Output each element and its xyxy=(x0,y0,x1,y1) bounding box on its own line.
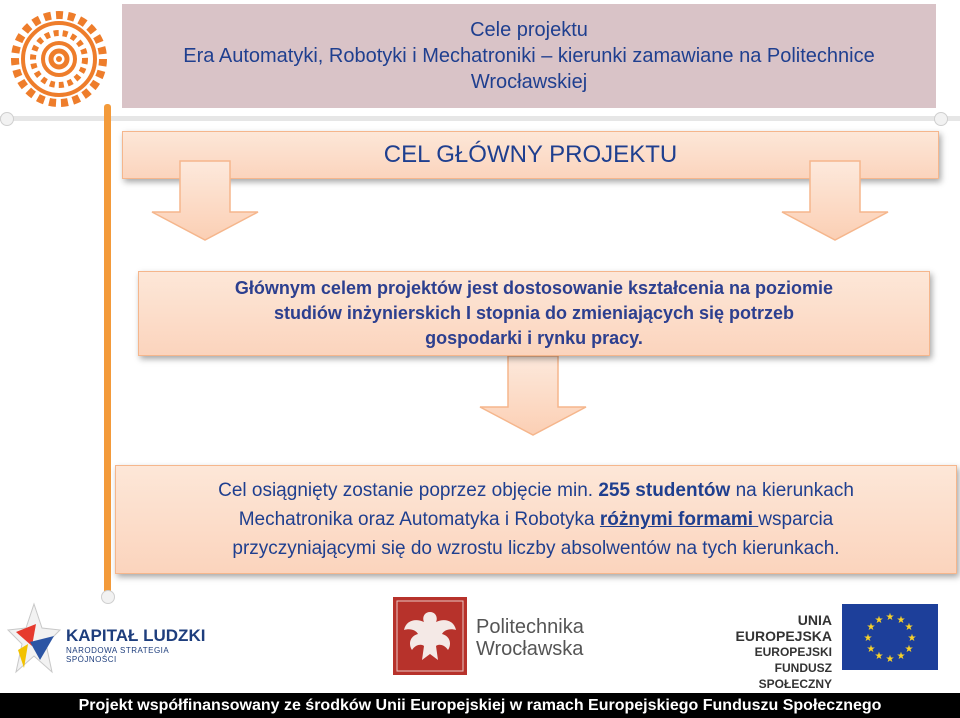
result-line-2-text: Mechatronika oraz Automatyka i Robotyka xyxy=(238,509,600,530)
svg-text:★: ★ xyxy=(874,615,884,626)
header-banner xyxy=(122,4,936,108)
result-line-1-tail: na kierunkach xyxy=(730,480,854,501)
svg-text:★: ★ xyxy=(866,644,876,655)
result-line-1 xyxy=(116,476,956,505)
svg-text:★: ★ xyxy=(866,622,876,633)
unia-europejska-logo xyxy=(700,604,940,691)
goal-line-2: studiów inżynierskich I stopnia do zmieniających się potrzeb xyxy=(273,303,795,323)
footer-bar xyxy=(0,693,960,718)
result-line-2 xyxy=(116,505,956,534)
header-subtitle-line2: Wrocławskiej xyxy=(470,71,588,93)
svg-text:★: ★ xyxy=(874,651,884,662)
result-line-1-text: Cel osiągnięty zostanie poprzez objęcie min. xyxy=(218,480,599,501)
result-line-2-tail: wsparcia xyxy=(758,509,834,530)
horizontal-divider xyxy=(0,116,960,121)
politechnika-name-line1: Politechnika xyxy=(476,616,584,638)
svg-text:★: ★ xyxy=(885,654,895,665)
result-line-3: przyczyniającymi się do wzrostu liczby absolwentów na tych kierunkach. xyxy=(232,538,840,559)
header-title: Cele projektu xyxy=(470,19,588,41)
kapital-ludzki-star-icon xyxy=(6,602,62,678)
svg-text:★: ★ xyxy=(863,633,873,644)
svg-text:★: ★ xyxy=(904,644,914,655)
ue-subtitle-2: FUNDUSZ SPOŁECZNY xyxy=(758,661,832,691)
kapital-ludzki-subtitle: NARODOWA STRATEGIA SPÓJNOŚCI xyxy=(66,646,169,664)
students-count: 255 studentów xyxy=(598,480,731,501)
eu-flag-icon xyxy=(842,604,938,670)
header-subtitle-line1: Era Automatyki, Robotyki i Mechatroniki – kierunki zamawiane na Politechnice xyxy=(183,45,875,67)
result-description-box xyxy=(115,465,957,574)
divider-bulb-right xyxy=(934,112,948,126)
eagle-emblem-icon xyxy=(392,596,468,676)
vertical-divider xyxy=(104,104,111,598)
politechnika-wroclawska-logo xyxy=(392,596,592,676)
kapital-ludzki-title: KAPITAŁ LUDZKI xyxy=(66,626,206,645)
ue-title: UNIA EUROPEJSKA xyxy=(735,612,832,644)
footer-text: Projekt współfinansowany ze środków Unii Europejskiej w ramach Europejskiego Funduszu Społecznego xyxy=(78,696,882,714)
divider-bulb-left xyxy=(0,112,14,126)
svg-text:★: ★ xyxy=(896,615,906,626)
kapital-ludzki-logo xyxy=(6,602,216,682)
goal-description-box xyxy=(138,271,930,356)
main-goal-title: CEL GŁÓWNY PROJEKTU xyxy=(383,141,678,168)
svg-text:★: ★ xyxy=(896,651,906,662)
politechnika-name-line2: Wrocławska xyxy=(476,638,584,660)
down-arrow-left-icon xyxy=(150,160,260,242)
down-arrow-center-icon xyxy=(478,355,588,437)
support-forms-emphasis: różnymi formami xyxy=(599,509,759,530)
svg-text:★: ★ xyxy=(904,622,914,633)
gear-logo-icon xyxy=(4,4,114,114)
goal-line-3: gospodarki i rynku pracy. xyxy=(425,328,643,348)
svg-text:★: ★ xyxy=(907,633,917,644)
svg-text:★: ★ xyxy=(885,612,895,623)
down-arrow-right-icon xyxy=(780,160,890,242)
goal-line-1: Głównym celem projektów jest dostosowanie kształcenia na poziomie xyxy=(234,278,834,298)
ue-subtitle-1: EUROPEJSKI xyxy=(754,645,832,659)
